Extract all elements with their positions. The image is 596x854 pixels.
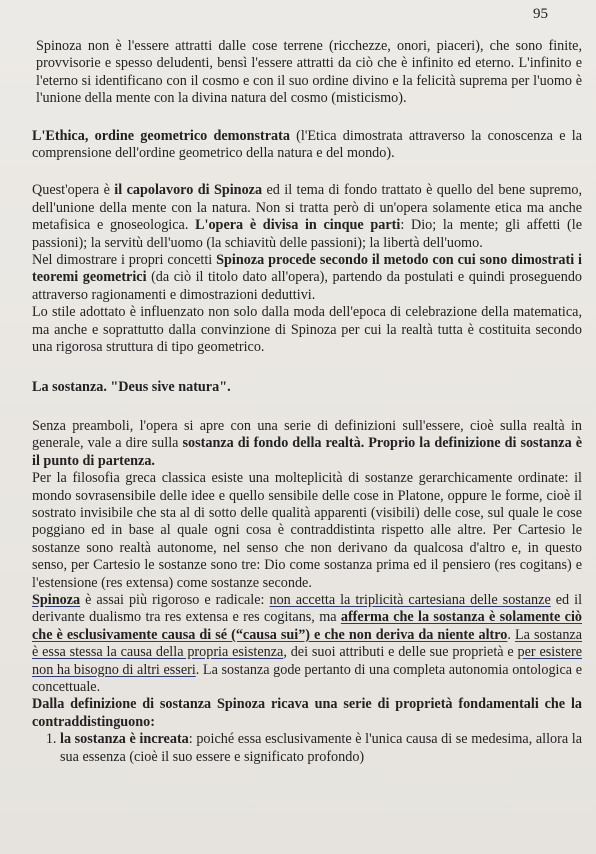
paragraph-ethica [32,128,582,163]
text-span: ed il derivante dualismo tra res extensa e res cogitans, ma [32,591,583,626]
text-span: . [507,626,515,643]
paragraph-capolavoro [32,182,582,252]
text-span: Quest'opera è [32,182,115,199]
bold-span: Dalla definizione di sostanza Spinoza ricava una serie di proprietà fondamentali che la contraddistinguono: [32,696,582,730]
paragraph-stile: Lo stile adottato è influenzato non solo dalla moda dell'epoca di celebrazione della matematica, ma anche e soprattutto dalla convinzione di Spinoza per cui la realtà tutta è costituita secondo una rigorosa struttura di tipo geometrico. [32,304,582,356]
underlined-span: La sostanza è essa stessa la causa della propria esistenza [32,626,583,661]
paragraph-spinoza-radicale [32,592,582,696]
text-span: : Dio; la mente; gli affetti (le passioni); la servitù dell'uomo (la schiavitù delle passioni); la libertà dell'uomo. [32,217,582,251]
bold-span: Spinoza procede secondo il metodo con cui sono dimostrati i teoremi geometrici [32,252,582,286]
bold-span: la sostanza è increata [60,731,189,748]
underlined-span: per esistere non ha bisogno di altri esseri [32,644,583,678]
ethica-text: (l'Etica dimostrata attraverso la conoscenza e la comprensione dell'ordine geometrico della natura e del mondo). [32,127,583,162]
bold-span: Spinoza [32,591,81,608]
bold-span: sostanza di fondo della realtà. Proprio la definizione di sostanza è il punto di partenza. [32,435,582,469]
text-span: Nel dimostrare i propri concetti [32,252,217,269]
text-span: Senza preamboli, l'opera si apre con una serie di definizioni sull'essere, cioè sulla realtà in generale, vale a dire sulla [32,417,582,452]
paragraph-filosofia-greca: Per la filosofia greca classica esiste una molteplicità di sostanze gerarchicamente ordinate: il mondo sovrasensibile delle idee e quello sensibile delle cose in Platone, oppure le forme, cioè il sostrato invisibile che sta al di sotto delle qualità apparenti (visibili) delle cose, sul quale le cose poggiano ed in base al quale ogni cosa è contraddistinta rispetto alle altre. Per Cartesio le sostanze sono realtà autonome, nel senso che non derivano da qualcosa d'altro e, in questo senso, per Cartesio le sostanze sono tre: Dio come sostanza prima ed il pensiero (res cogitans) e l'estensione (res extensa) come sostanze seconde. [32,470,582,591]
paragraph-proprieta [32,696,582,731]
bold-span: il capolavoro di Spinoza [114,182,263,199]
properties-list [32,731,582,766]
text-span: . La sostanza gode pertanto di una completa autonomia ontologica e concettuale. [32,661,582,695]
text-span: (da ciò il titolo dato all'opera), partendo da postulati e quindi proseguendo attraverso ragionamenti e dimostrazioni deduttivi. [32,269,583,303]
text-span: : poiché essa esclusivamente è l'unica causa di se medesima, allora la sua essenza (cioè il suo essere e significato profondo) [60,731,583,765]
bold-underlined-span: afferma che la sostanza è solamente ciò che è esclusivamente causa di sé (“causa sui”) e che non deriva da niente altro [32,609,582,643]
text-span: , dei suoi attributi e delle sue proprietà e [283,644,518,661]
ethica-heading: L'Ethica, ordine geometrico demonstrata [32,127,290,144]
text-span: è assai più rigoroso e radicale: [80,591,270,608]
bold-span: L'opera è divisa in cinque parti [195,217,401,234]
paragraph-definizioni [32,418,582,470]
underlined-span: non accetta la triplicità cartesiana delle sostanze [269,591,551,608]
paragraph-spinoza-felicity: Spinoza non è l'essere attratti dalle cose terrene (ricchezze, onori, piaceri), che sono finite, provvisorie e spesso deludenti, bensì l'essere attratti da ciò che è infinito ed eterno. L'infinito e l'eterno si identificano con il cosmo e con il suo ordine divino e la felicità suprema per l'uomo è l'unione della mente con la divina natura del cosmo (misticismo). [36,38,582,107]
heading-text: La sostanza. "Deus sive natura". [32,378,231,395]
list-item [60,731,582,766]
text-span: ed il tema di fondo trattato è quello del bene supremo, dell'unione della mente con la natura. Non si tratta però di un'opera solamente etica ma anche metafisica e gnoseologica. [32,182,582,234]
page-number: 95 [533,6,548,22]
paragraph-metodo [32,252,582,304]
section-heading-sostanza [32,379,582,396]
